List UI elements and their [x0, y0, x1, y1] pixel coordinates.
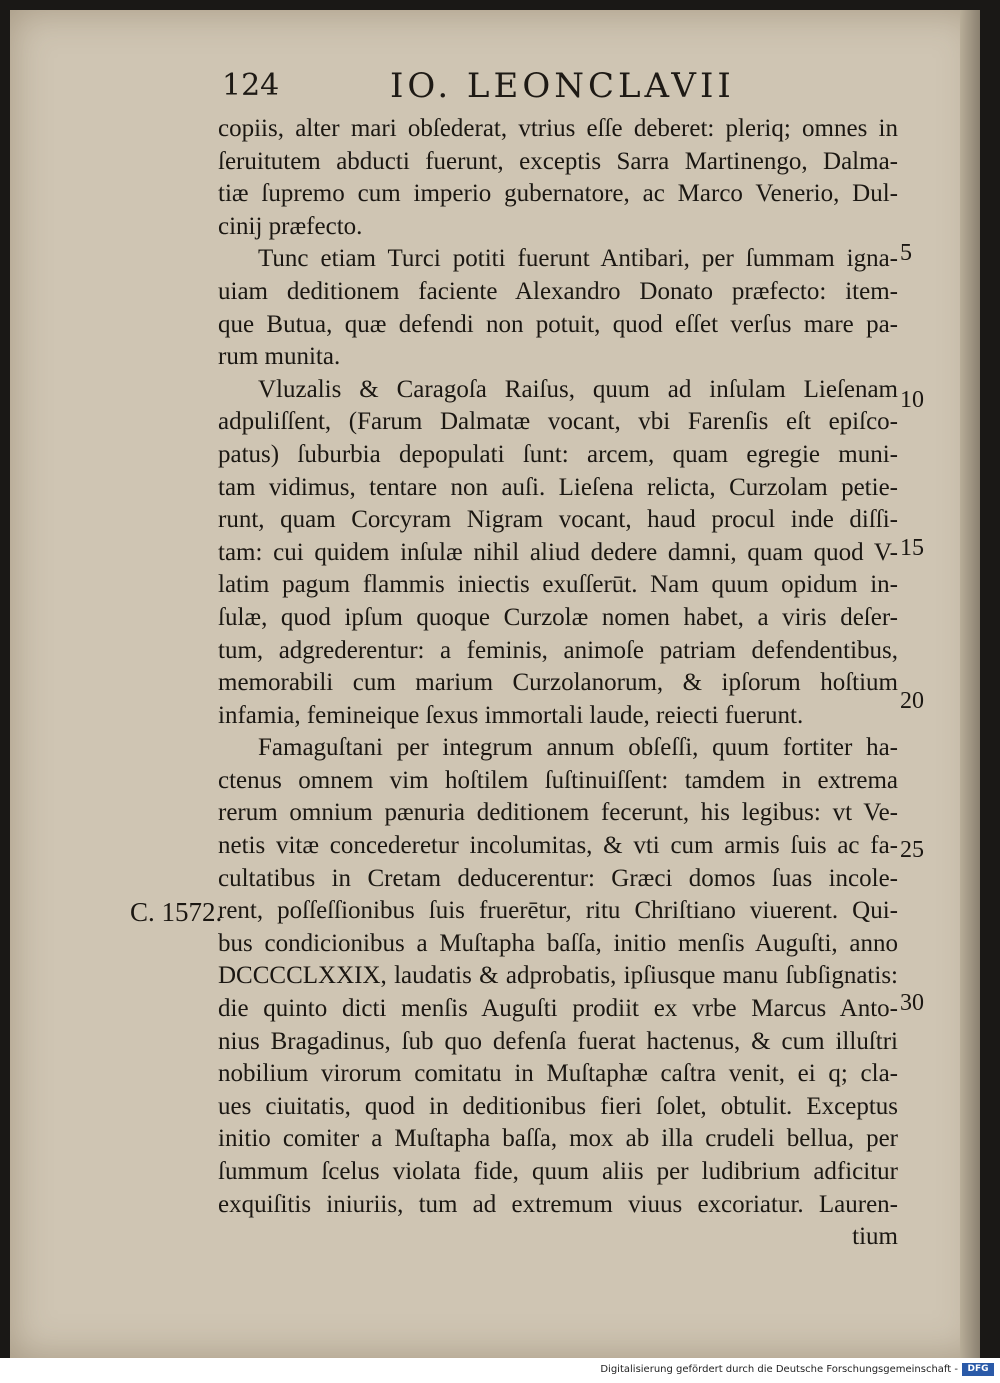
text-line: ſummum ſcelus violata fide, quum aliis per ludibrium adficitur	[218, 1158, 898, 1185]
text-line: patus) ſuburbia depopulati ſunt: arcem, quam egregie muni-	[218, 440, 898, 468]
text-line: ues ciuitatis, quod in deditionibus fieri ſolet, obtulit. Exceptus	[218, 1092, 898, 1120]
text-line: nius Bragadinus, ſub quo defenſa fuerat hactenus, & cum illuſtri	[218, 1027, 898, 1055]
text-line: die quinto dicti menſis Auguſti prodiit ex vrbe Marcus Anto-	[218, 995, 898, 1023]
text-line: cultatibus in Cretam deducerentur: Græci domos ſuas incole-	[218, 864, 898, 892]
text-line: Famaguſtani per integrum annum obſeſſi, quum fortiter ha-	[258, 734, 898, 762]
line-number-margin: 15	[900, 535, 924, 561]
text-line: cinij præfecto.	[218, 212, 363, 240]
margin-date-note: C. 1572.	[130, 897, 223, 927]
body-text	[218, 113, 898, 1254]
text-line: Tunc etiam Turci potiti fuerunt Antibari, per ſummam igna-	[258, 245, 898, 273]
digitization-footer	[0, 1358, 1000, 1383]
text-line: tam vidimus, tentare non auſi. Lieſena relicta, Curzolam petie-	[218, 473, 898, 501]
line-number-margin: 5	[900, 240, 912, 266]
text-line: infamia, femineique ſexus immortali laude, reiecti fuerunt.	[218, 701, 804, 729]
running-title: IO. LEONCLAVII	[390, 66, 735, 106]
text-line: exquiſitis iniuriis, tum ad extremum viuus excoriatur. Lauren-	[218, 1190, 898, 1218]
text-line: bus condicionibus a Muſtapha baſſa, initio menſis Auguſti, anno	[218, 929, 898, 957]
text-line: memorabili cum marium Curzolanorum, & ipſorum hoſtium	[218, 669, 898, 697]
text-line: latim pagum flammis iniectis exuſſerūt. Nam quum opidum in-	[218, 571, 898, 599]
text-line: runt, quam Corcyram Nigram vocant, haud procul inde diſſi-	[218, 506, 898, 534]
text-line: rerum omnium pænuria deditionem fecerunt, his legibus: vt Ve-	[218, 799, 898, 827]
text-line: copiis, alter mari obſederat, vtrius eſſe deberet: pleriq; omnes in	[218, 115, 898, 142]
text-line: adpuliſſent, (Farum Dalmatæ vocant, vbi Farenſis eſt epiſco-	[218, 408, 898, 436]
text-line: Vluzalis & Caragoſa Raiſus, quum ad inſulam Lieſenam	[258, 375, 898, 403]
page-edge-shadow	[960, 10, 980, 1358]
line-number-margin: 10	[900, 387, 924, 413]
text-line: rent, poſſeſſionibus ſuis fruerētur, ritu Chriſtiano viuerent. Qui-	[218, 897, 898, 925]
text-line: tiæ ſupremo cum imperio gubernatore, ac Marco Venerio, Dul-	[218, 180, 898, 208]
text-line: ſulæ, quod ipſum quoque Curzolæ nomen habet, a viris deſer-	[218, 603, 898, 631]
text-line: ctenus omnem vim hoſtilem ſuſtinuiſſent: tamdem in extrema	[218, 766, 898, 794]
line-number-margin: 20	[900, 688, 924, 714]
text-line: rum munita.	[218, 343, 341, 371]
text-line: tam: cui quidem inſulæ nihil aliud dedere damni, quam quod V-	[218, 538, 898, 566]
text-line: tum, adgrederentur: a feminis, animoſe patriam defendentibus,	[218, 636, 898, 664]
line-number-margin: 25	[900, 837, 924, 863]
text-line: que Butua, quæ defendi non potuit, quod eſſet verſus mare pa-	[218, 310, 898, 338]
footer-credit: Digitalisierung gefördert durch die Deutsche Forschungsgemeinschaft -	[600, 1364, 958, 1375]
line-number-margin: 30	[900, 990, 924, 1016]
text-line: DCCCCLXXIX, laudatis & adprobatis, ipſiusque manu ſubſignatis:	[218, 962, 898, 990]
text-line: netis vitæ concederetur incolumitas, & vti cum armis ſuis ac fa-	[218, 832, 898, 860]
text-line: initio comiter a Muſtapha baſſa, mox ab illa crudeli bellua, per	[218, 1125, 898, 1153]
text-line: uiam deditionem faciente Alexandro Donato præfecto: item-	[218, 277, 898, 305]
text-line: ſeruitutem abducti fuerunt, exceptis Sarra Martinengo, Dalma-	[218, 147, 898, 175]
page-header	[222, 68, 902, 108]
page-number: 124	[222, 68, 280, 103]
text-line: nobilium virorum comitatu in Muſtaphæ caſtra venit, ei q; cla-	[218, 1060, 898, 1088]
dfg-logo[interactable]: DFG	[962, 1363, 994, 1376]
catchword: tium	[852, 1223, 898, 1251]
